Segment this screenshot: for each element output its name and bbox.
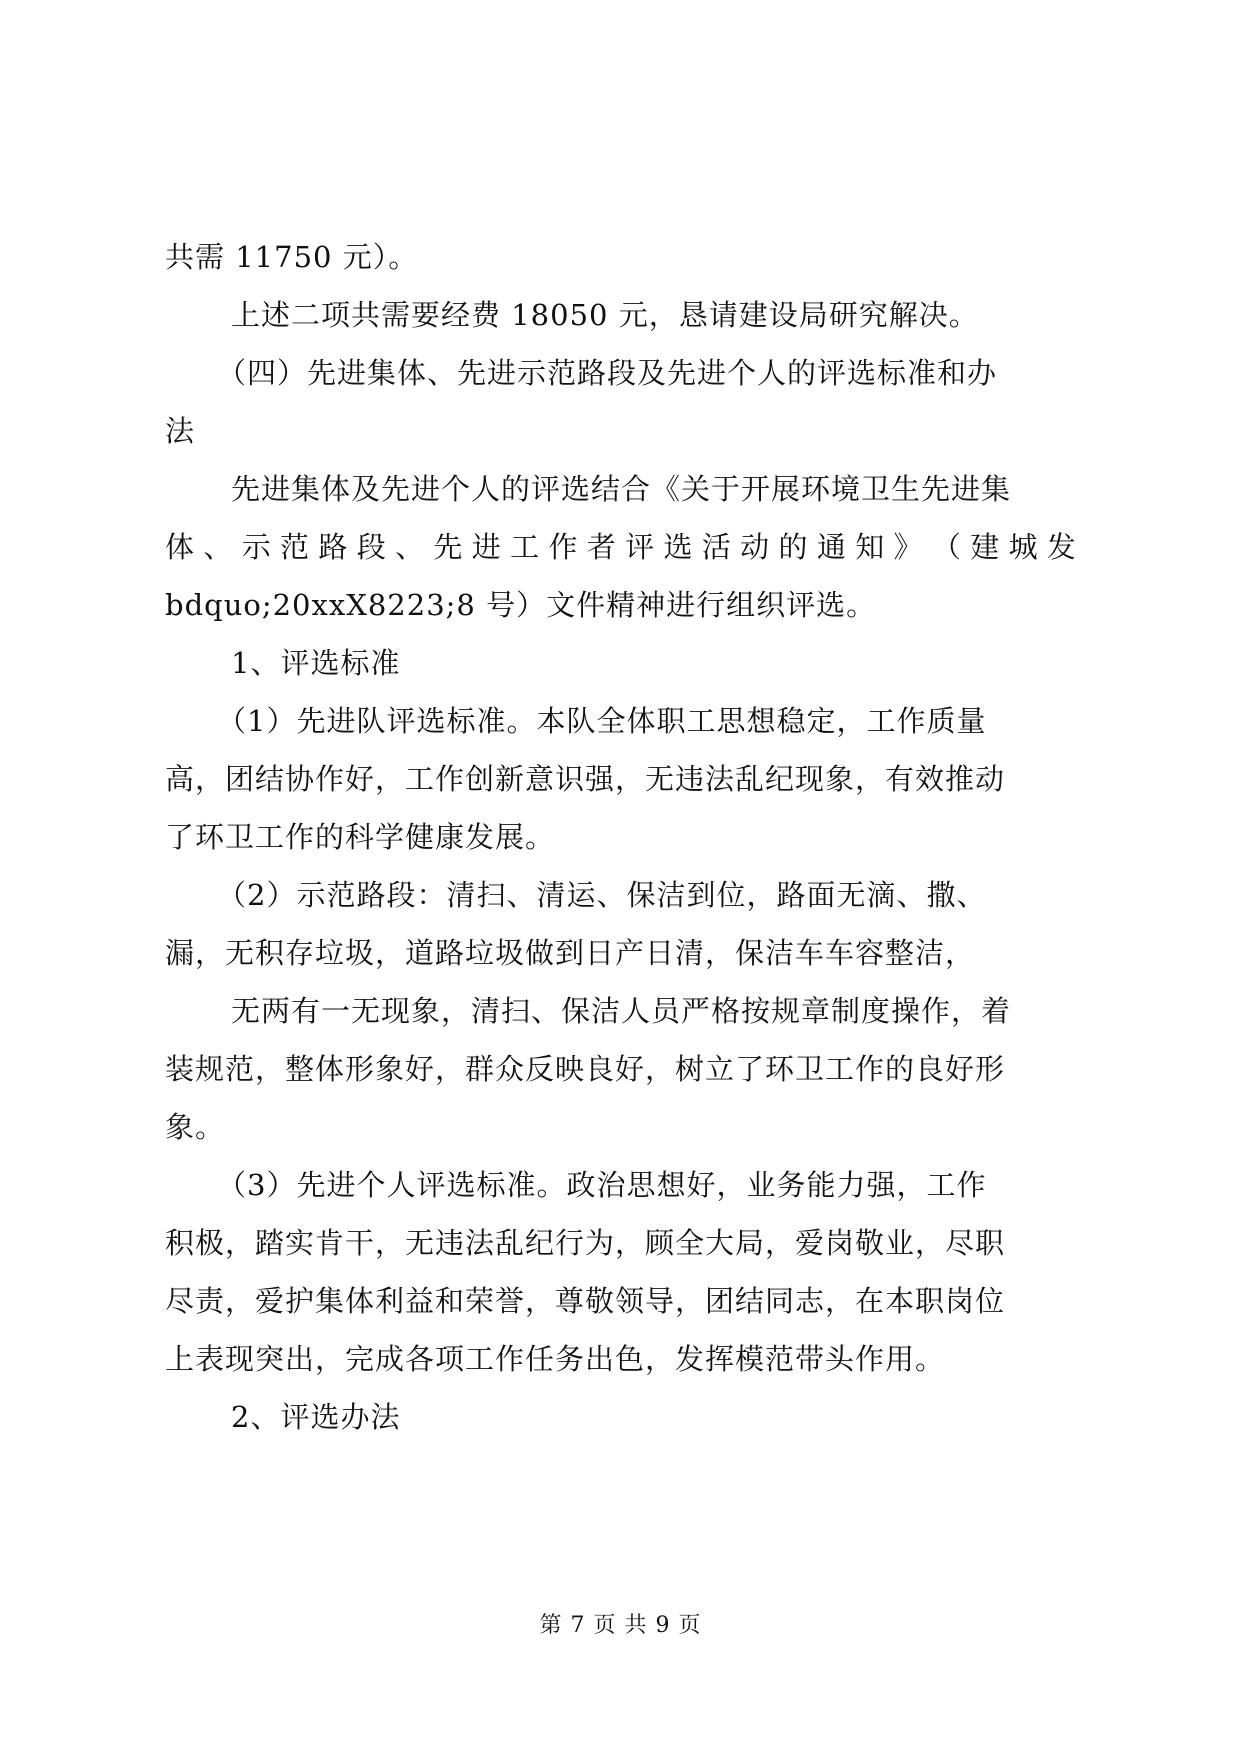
spaced-glyph: 路 [318, 530, 349, 564]
spaced-glyph: 动 [740, 530, 771, 564]
spaced-glyph: 通 [816, 530, 847, 564]
text-line: 先进集体及先进个人的评选结合《关于开展环境卫生先进集 [231, 472, 1012, 506]
text-line: 无两有一无现象，清扫、保洁人员严格按规章制度操作，着 [231, 994, 1012, 1028]
spaced-glyph: （ [931, 530, 962, 564]
spaced-glyph: 、 [203, 530, 234, 564]
text-line: 上表现突出，完成各项工作任务出色，发挥模范带头作用。 [165, 1342, 946, 1376]
page-footer: 第 7 页 共 9 页 [539, 1613, 702, 1638]
spaced-glyph: 者 [586, 530, 617, 564]
spaced-glyph: 》 [893, 530, 924, 564]
text-line: 共需 11750 元）。 [165, 240, 419, 274]
spaced-glyph: 活 [701, 530, 732, 564]
text-line: 象。 [165, 1110, 226, 1144]
section-heading: （四）先进集体、先进示范路段及先进个人的评选标准和办 [217, 356, 998, 390]
subsection-heading: 2、评选办法 [231, 1400, 401, 1434]
spaced-glyph: 进 [471, 530, 502, 564]
spaced-glyph: 段 [356, 530, 387, 564]
text-line: 法 [165, 414, 196, 448]
spaced-glyph: 的 [778, 530, 809, 564]
spaced-glyph: 城 [1008, 530, 1039, 564]
text-line: 了环卫工作的科学健康发展。 [165, 820, 556, 854]
text-line: （3）先进个人评选标准。政治思想好，业务能力强，工作 [217, 1168, 987, 1202]
spaced-glyph: 、 [395, 530, 426, 564]
text-line: 装规范，整体形象好，群众反映良好，树立了环卫工作的良好形 [165, 1052, 1006, 1086]
spaced-glyph: 先 [433, 530, 464, 564]
text-line: （2）示范路段：清扫、清运、保洁到位，路面无滴、撒、 [217, 878, 987, 912]
text-line: 积极，踏实肯干，无违法乱纪行为，顾全大局，爱岗敬业，尽职 [165, 1226, 1006, 1260]
text-line: 上述二项共需要经费 18050 元，恳请建设局研究解决。 [231, 298, 979, 332]
text-line: 高，团结协作好，工作创新意识强，无违法乱纪现象，有效推动 [165, 762, 1006, 796]
document-body [165, 228, 1077, 1446]
spaced-glyph: 发 [1046, 530, 1077, 564]
spaced-glyph: 评 [625, 530, 656, 564]
text-line: 尽责，爱护集体利益和荣誉，尊敬领导，团结同志，在本职岗位 [165, 1284, 1006, 1318]
spaced-glyph: 体 [165, 530, 196, 564]
spaced-text-line [165, 518, 1077, 576]
spaced-glyph: 范 [280, 530, 311, 564]
spaced-glyph: 工 [510, 530, 541, 564]
text-line: 漏，无积存垃圾，道路垃圾做到日产日清，保洁车车容整洁， [165, 936, 976, 970]
spaced-glyph: 选 [663, 530, 694, 564]
spaced-glyph: 示 [241, 530, 272, 564]
spaced-glyph: 作 [548, 530, 579, 564]
subsection-heading: 1、评选标准 [231, 646, 401, 680]
spaced-glyph: 知 [855, 530, 886, 564]
text-line: bdquo;20xxX8223;8 号）文件精神进行组织评选。 [165, 588, 877, 622]
spaced-glyph: 建 [970, 530, 1001, 564]
text-line: （1）先进队评选标准。本队全体职工思想稳定，工作质量 [217, 704, 987, 738]
